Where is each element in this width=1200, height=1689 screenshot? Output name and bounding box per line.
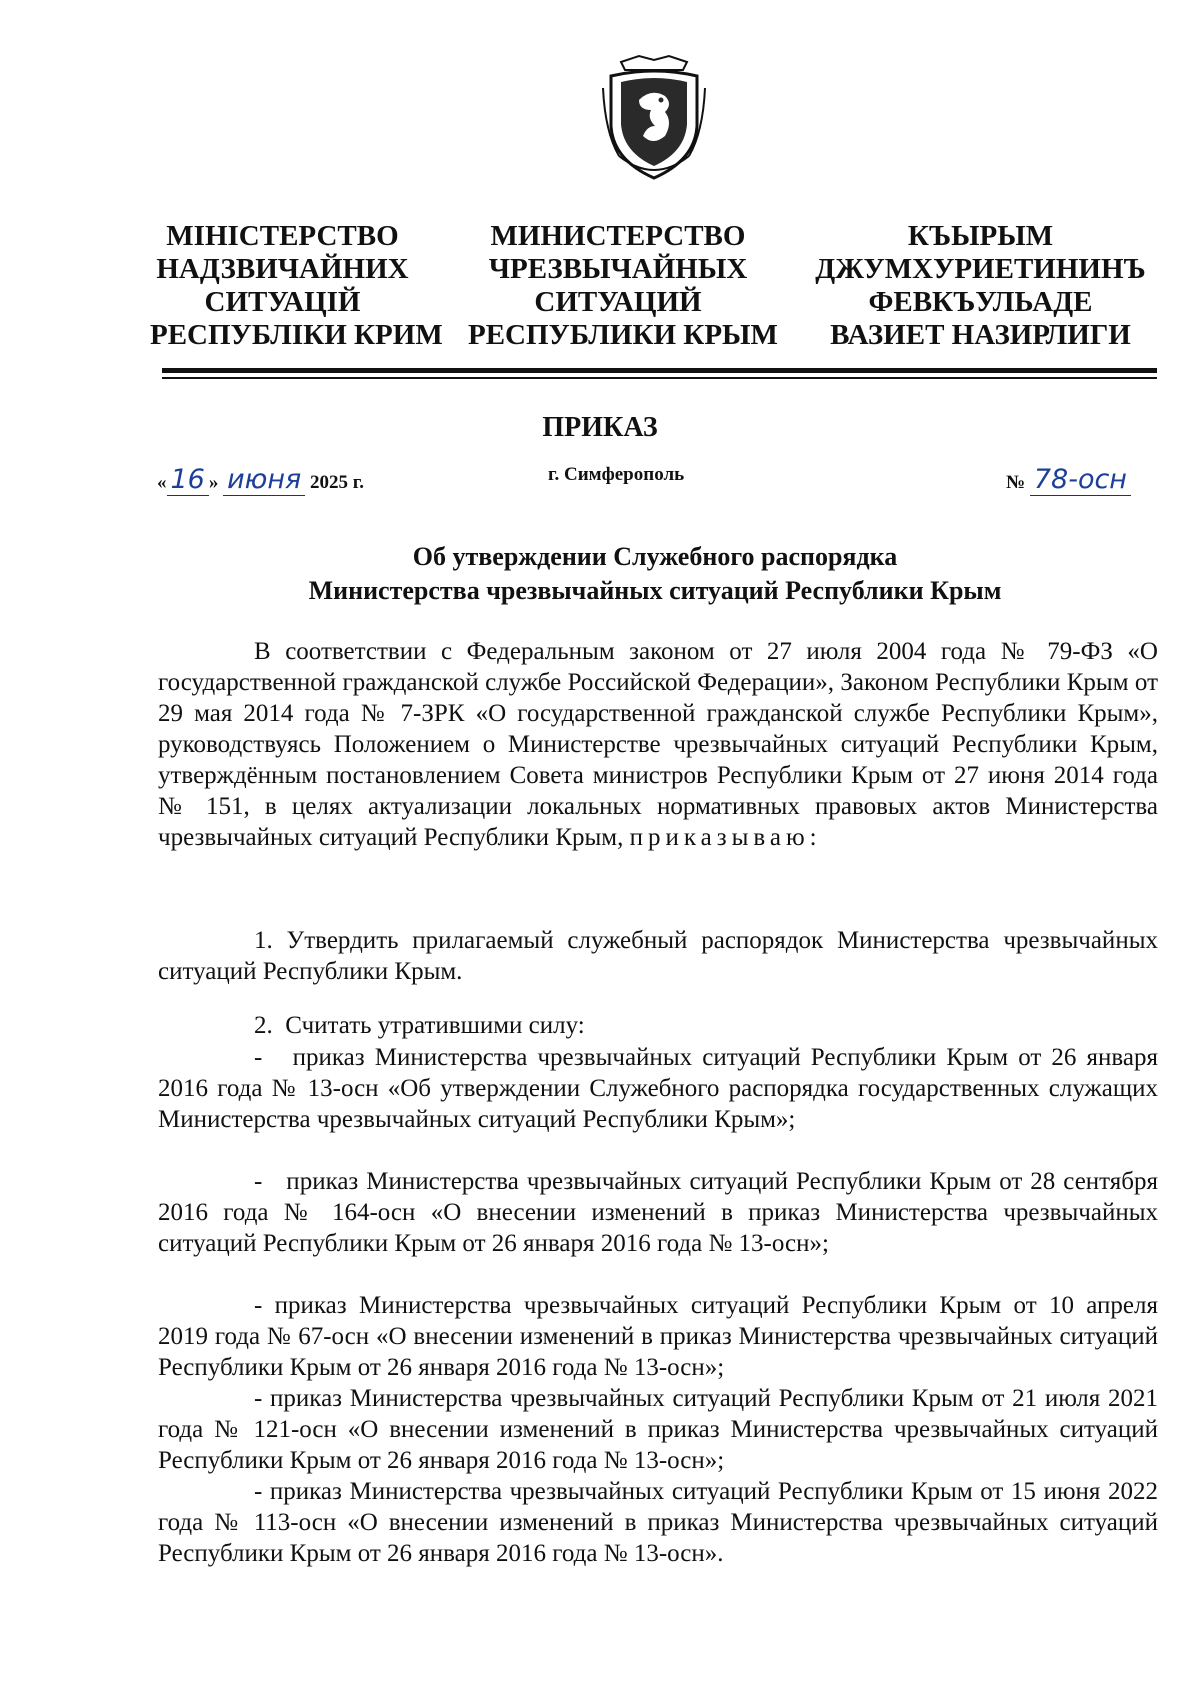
item-2-sub-5: - приказ Министерства чрезвычайных ситуаций Республики Крым от 15 июня 2022 года № 113-осн «О внесении изменений в приказ Министерства чрезвычайных ситуаций Республики Крым от 26 января 2016 года № 13-осн». (158, 1478, 1158, 1567)
item-2: 2. Считать утратившими силу: (254, 1012, 585, 1039)
header-ct-line: КЪЫРЫМ (907, 220, 1054, 252)
item-2-sub-4: - приказ Министерства чрезвычайных ситуаций Республики Крым от 21 июля 2021 года № 121-осн «О внесении изменений в приказ Министерства чрезвычайных ситуаций Республики Крым от 26 января 2016 года № 13-осн»; (158, 1385, 1158, 1474)
handwritten-month: июня (223, 464, 305, 496)
item-2-sub-1: - приказ Министерства чрезвычайных ситуаций Республики Крым от 26 января 2016 года № 13-осн «Об утверждении Служебного распорядка государственных служащих Министерства чрезвычайных ситуаций Республики Крым»; (158, 1044, 1158, 1133)
date-open-quote: « (157, 472, 167, 493)
handwritten-number: 78-осн (1030, 464, 1131, 496)
header-russian (468, 220, 778, 352)
preamble-text: В соответствии с Федеральным законом от 27 июля 2004 года № 79-ФЗ «О государственной гражданской службе Российской Федерации», Законом Республики Крым от 29 мая 2014 года № 7-ЗРК «О государственной гражданской службе Республики Крым», руководствуясь Положением о Министерстве чрезвычайных ситуаций Республики Крым, утверждённым постановлением Совета министров Республики Крым от 27 июня 2014 года № 151, в целях актуализации локальных нормативных правовых актов Министерства чрезвычайных ситуаций Республики Крым, (158, 638, 1158, 851)
header-rule-thin (162, 377, 1157, 379)
header-ru-line: РЕСПУБЛИКИ КРЫМ (468, 319, 778, 351)
header-rule-thick (162, 368, 1157, 373)
header-crimean-tatar (808, 220, 1153, 352)
header-ukrainian (150, 220, 443, 352)
item-2-sub-3: - приказ Министерства чрезвычайных ситуаций Республики Крым от 10 апреля 2019 года № 67-осн «О внесении изменений в приказ Министерства чрезвычайных ситуаций Республики Крым от 26 января 2016 года № 13-осн»; (158, 1292, 1158, 1381)
header-ua-line: НАДЗВИЧАЙНИХ (156, 253, 409, 285)
item-2-sub-2: - приказ Министерства чрезвычайных ситуаций Республики Крым от 28 сентября 2016 года № 164-осн «О внесении изменений в приказ Министерства чрезвычайных ситуаций Республики Крым от 26 января 2016 года № 13-осн»; (158, 1168, 1158, 1257)
header-ua-line: РЕСПУБЛІКИ КРИМ (150, 319, 443, 351)
preamble-paragraph (158, 636, 1158, 853)
coat-of-arms-emblem (599, 52, 709, 184)
header-ua-line: СИТУАЦІЙ (204, 286, 361, 318)
subject-line-2: Министерства чрезвычайных ситуаций Республики Крым (308, 576, 1002, 605)
order-word: приказываю: (629, 824, 822, 851)
header-ct-line: ДЖУМХУРИЕТИНИНЪ (815, 253, 1146, 285)
date-year: 2025 г. (310, 472, 365, 493)
document-type-title: ПРИКАЗ (542, 412, 658, 443)
header-ru-line: МИНИСТЕРСТВО (490, 220, 746, 252)
header-ct-line: ФЕВКЪУЛЬАДЕ (868, 286, 1093, 318)
order-subject (0, 540, 1200, 608)
handwritten-day: 16 (167, 464, 209, 496)
header-ct-line: ВАЗИЕТ НАЗИРЛИГИ (830, 319, 1131, 351)
subject-line-1: Об утверждении Служебного распорядка (412, 542, 898, 571)
order-number (1006, 464, 1131, 495)
number-prefix: № (1006, 472, 1026, 493)
header-ru-line: СИТУАЦИЙ (534, 286, 702, 318)
item-1: 1. Утвердить прилагаемый служебный распорядок Министерства чрезвычайных ситуаций Республики Крым. (158, 927, 1158, 985)
header-ua-line: МІНІСТЕРСТВО (166, 220, 399, 252)
header-ru-line: ЧРЕЗВЫЧАЙНЫХ (488, 253, 748, 285)
order-date (157, 464, 364, 495)
date-close-quote: » (208, 472, 219, 493)
order-city: г. Симферополь (548, 464, 685, 485)
